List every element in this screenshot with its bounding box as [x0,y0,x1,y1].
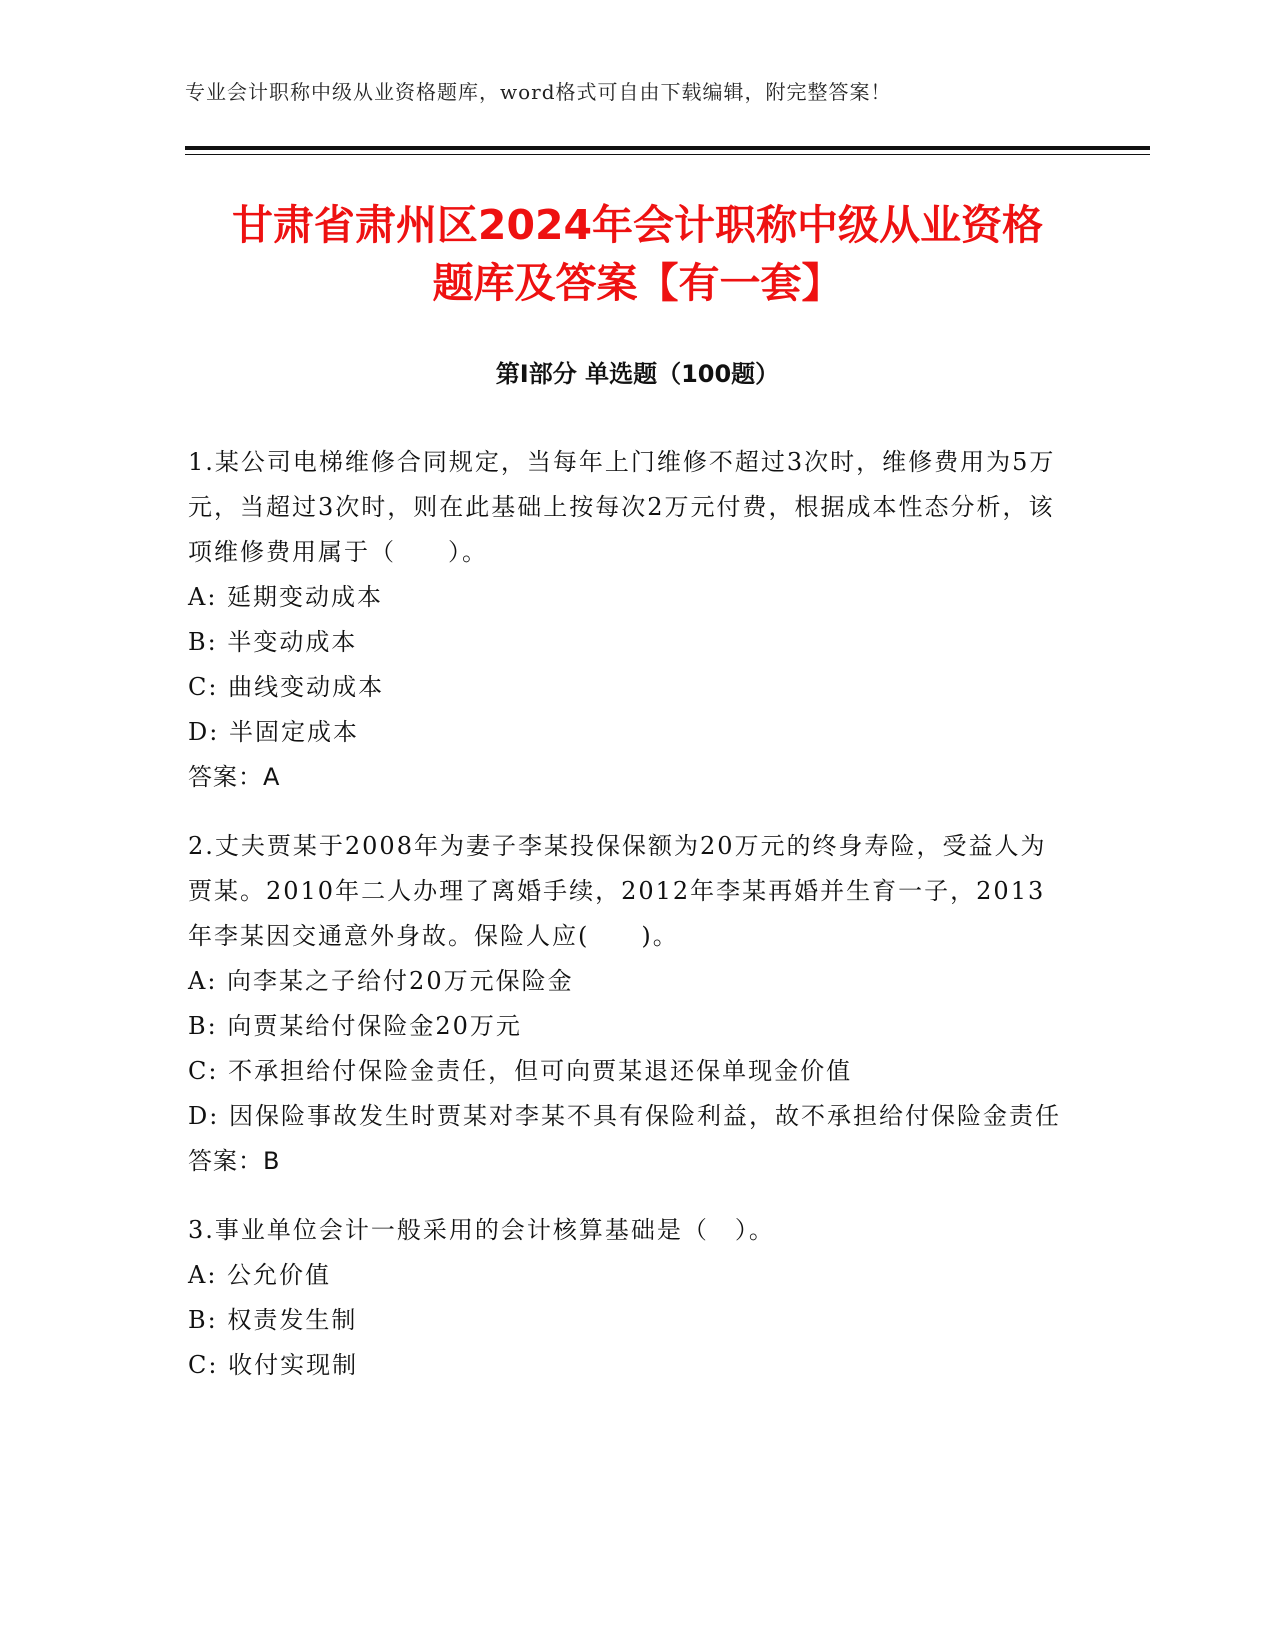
title-line-1: 甘肃省肃州区2024年会计职称中级从业资格 [231,201,1044,249]
option-b: B: 权责发生制 [188,1306,358,1334]
title-line-2: 题库及答案【有一套】 [432,259,843,307]
answer-label: 答案： [188,763,263,791]
answer-value: B [263,1147,280,1175]
question-stem: 1.某公司电梯维修合同规定，当每年上门维修不超过3次时，维修费用为5万元，当超过3次时，则在此基础上按每次2万元付费，根据成本性态分析，该项维修费用属于（ ）。 [188,448,1056,566]
answer-line [188,755,1068,800]
question-stem: 2.丈夫贾某于2008年为妻子李某投保保额为20万元的终身寿险，受益人为贾某。2010年二人办理了离婚手续，2012年李某再婚并生育一子，2013年李某因交通意外身故。保险人应( )。 [188,832,1047,950]
option-a: A: 向李某之子给付20万元保险金 [188,967,574,995]
option-b: B: 半变动成本 [188,628,358,656]
header-divider-thin [185,154,1150,155]
question-list [188,440,1068,1412]
question-stem: 3.事业单位会计一般采用的会计核算基础是（ ）。 [188,1216,775,1244]
answer-line [188,1139,1068,1184]
option-d: D: 因保险事故发生时贾某对李某不具有保险利益，故不承担给付保险金责任 [188,1102,1061,1130]
option-a: A: 延期变动成本 [188,583,384,611]
question-3 [188,1208,1068,1388]
option-c: C: 曲线变动成本 [188,673,385,701]
option-d: D: 半固定成本 [188,718,359,746]
option-c: C: 不承担给付保险金责任，但可向贾某退还保单现金价值 [188,1057,853,1085]
option-c: C: 收付实现制 [188,1351,359,1379]
header-divider-thick [185,146,1150,150]
document-title [150,196,1125,312]
answer-value: A [263,763,280,791]
question-1 [188,440,1068,800]
option-a: A: 公允价值 [188,1261,332,1289]
header-note: 专业会计职称中级从业资格题库，word格式可自由下载编辑，附完整答案！ [185,80,892,104]
section-heading: 第Ⅰ部分 单选题（100题） [495,360,780,388]
question-2 [188,824,1068,1184]
option-b: B: 向贾某给付保险金20万元 [188,1012,522,1040]
answer-label: 答案： [188,1147,263,1175]
